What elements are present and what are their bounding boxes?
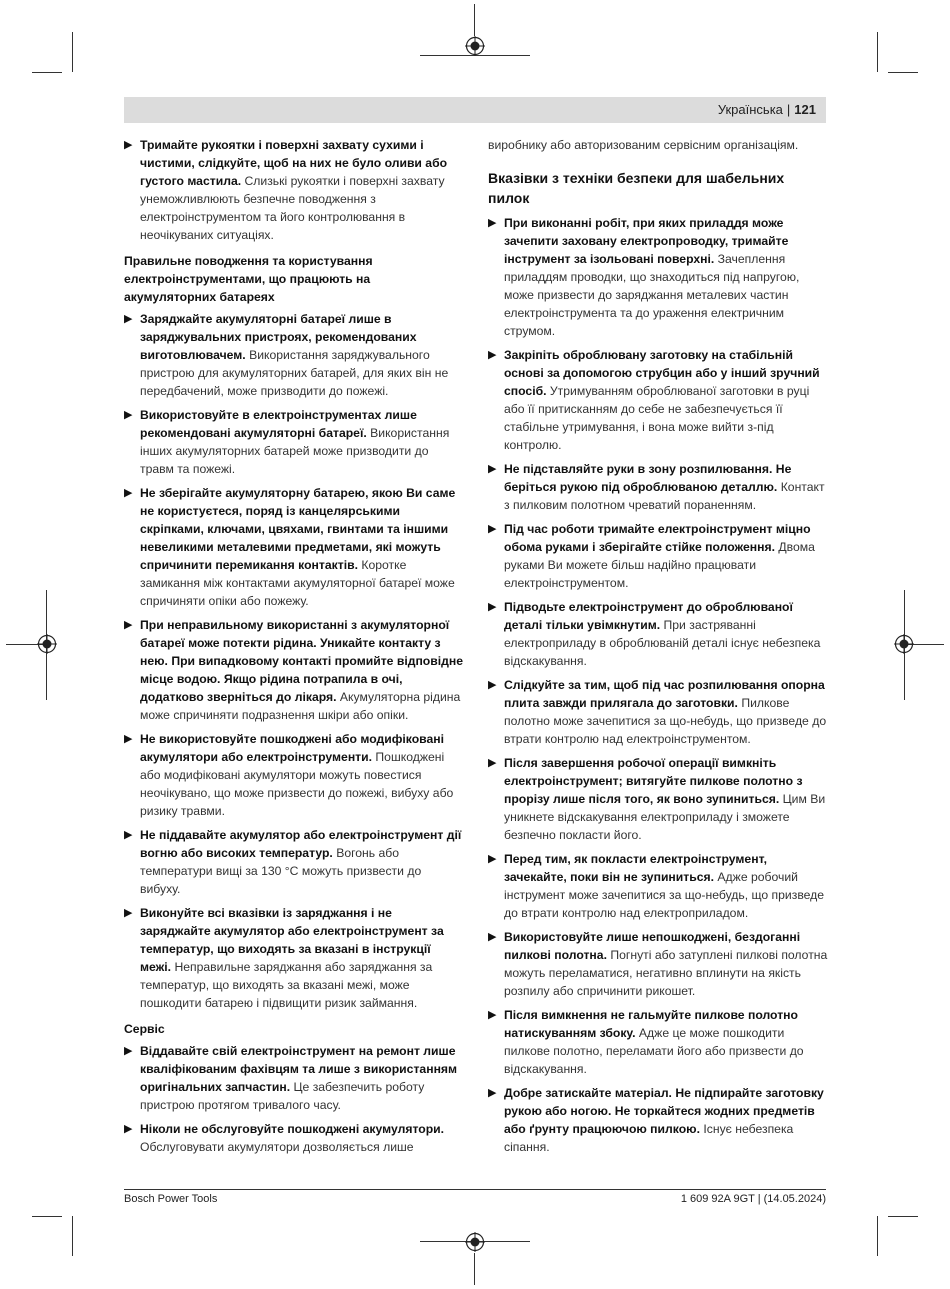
bullet-triangle-icon: ▶ bbox=[488, 1009, 497, 1021]
safety-item bbox=[488, 460, 828, 514]
item-text: Вогонь або температури вищі за 130 °C можуть призвести до вибуху. bbox=[140, 846, 422, 896]
item-text: Двома руками Ви можете більш надійно працювати електроінструментом. bbox=[504, 540, 815, 590]
safety-item bbox=[488, 214, 828, 340]
item-bold: Віддавайте свій електроінструмент на ремонт лише кваліфікованим фахівцям та лише з використанням оригінальних запчастин. bbox=[140, 1044, 458, 1094]
bullet-triangle-icon: ▶ bbox=[124, 1123, 133, 1135]
item-text: Неправильне заряджання або заряджання за температур, що виходять за вказані межі, може пошкодити батарею і підвищити ризик займання. bbox=[140, 960, 433, 1010]
saw-safety-heading: Вказівки з техніки безпеки для шабельних пилок bbox=[488, 170, 785, 206]
item-bold: Перед тим, як покласти електроінструмент, зачекайте, поки він не зупиниться. bbox=[504, 852, 768, 884]
safety-item bbox=[124, 484, 464, 610]
right-column bbox=[488, 136, 828, 1162]
crop-mark bbox=[72, 1216, 73, 1256]
item-bold: Закріпіть оброблювану заготовку на стабільній основі за допомогою струбцин або у інший зручний спосіб. bbox=[504, 348, 820, 398]
item-bold: Використовуйте в електроінструментах лише рекомендовані акумуляторні батареї. bbox=[140, 408, 417, 440]
item-bold: Не підставляйте руки в зону розпилювання. Не беріться рукою під оброблюваною деталлю. bbox=[504, 462, 792, 494]
item-bold: Після вимкнення не гальмуйте пилкове полотно натискуванням збоку. bbox=[504, 1008, 798, 1040]
safety-item bbox=[488, 754, 828, 844]
bullet-triangle-icon: ▶ bbox=[124, 409, 133, 421]
registration-mark-icon bbox=[465, 36, 485, 56]
item-bold: Добре затискайте матеріал. Не підпирайте заготовку рукою або ногою. Не торкайтеся жодних предметів або ґрунту працюючою пилкою. bbox=[504, 1086, 824, 1136]
safety-item bbox=[488, 850, 828, 922]
item-text: Коротке замикання між контактами акумуляторної батареї може спричиняти опіки або пожежу. bbox=[140, 558, 455, 608]
safety-item bbox=[124, 826, 464, 898]
safety-item bbox=[488, 520, 828, 592]
item-text: Адже робочий інструмент може зачепитися за що-небудь, що призведе до втрати контролю над електроприладом. bbox=[504, 870, 825, 920]
bullet-triangle-icon: ▶ bbox=[124, 139, 133, 151]
bullet-triangle-icon: ▶ bbox=[124, 733, 133, 745]
bullet-triangle-icon: ▶ bbox=[124, 829, 133, 841]
bullet-triangle-icon: ▶ bbox=[488, 463, 497, 475]
page-number: 121 bbox=[794, 102, 816, 117]
item-text: При застряванні електроприладу в оброблюваній деталі існує небезпека відскакування. bbox=[504, 618, 821, 668]
left-column bbox=[124, 136, 464, 1162]
bullet-triangle-icon: ▶ bbox=[488, 217, 497, 229]
crop-mark bbox=[877, 1216, 878, 1256]
item-bold: Тримайте рукоятки і поверхні захвату сухими і чистими, слідкуйте, щоб на них не було оливи або густого мастила. bbox=[140, 138, 448, 188]
footer-divider bbox=[124, 1189, 826, 1190]
safety-item bbox=[488, 1006, 828, 1078]
crop-mark bbox=[32, 1216, 62, 1217]
item-text: Це забезпечить роботу пристрою протягом тривалого часу. bbox=[140, 1080, 425, 1112]
crop-mark bbox=[72, 32, 73, 72]
item-bold: Не піддавайте акумулятор або електроінструмент дії вогню або високих температур. bbox=[140, 828, 462, 860]
item-text: Пилкове полотно може зачепитися за що-небудь, що призведе до втрати контролю над електроінструментом. bbox=[504, 696, 827, 746]
item-bold: Заряджайте акумуляторні батареї лише в заряджувальних пристроях, рекомендованих виготовлювачем. bbox=[140, 312, 417, 362]
item-bold: Підводьте електроінструмент до оброблюваної деталі тільки увімкнутим. bbox=[504, 600, 793, 632]
registration-mark-icon bbox=[37, 634, 57, 654]
item-text: Обслуговувати акумулятори дозволяється лише bbox=[140, 1140, 414, 1154]
crop-mark bbox=[877, 32, 878, 72]
item-text: Пошкоджені або модифіковані акумулятори можуть повестися неочікувано, що може призвести до пожежі, вибуху або ризику травми. bbox=[140, 750, 454, 818]
bullet-triangle-icon: ▶ bbox=[488, 931, 497, 943]
bullet-triangle-icon: ▶ bbox=[488, 679, 497, 691]
safety-item bbox=[124, 1120, 464, 1156]
item-text: Слизькі рукоятки і поверхні захвату унеможливлюють безпечне поводження з електроінструментом та його контролювання в неочікуваних ситуаціях. bbox=[140, 174, 445, 242]
safety-item bbox=[488, 928, 828, 1000]
safety-item bbox=[488, 1084, 828, 1156]
item-text: Утримуванням оброблюваної заготовки в руці або її притисканням до себе не забезпечується її стабільне утримування, і вона може вийти з-під контролю. bbox=[504, 384, 810, 452]
footer-brand: Bosch Power Tools bbox=[124, 1193, 218, 1205]
safety-item bbox=[124, 310, 464, 400]
item-bold: Слідкуйте за тим, щоб під час розпилювання опорна плита завжди прилягала до заготовки. bbox=[504, 678, 825, 710]
registration-mark-icon bbox=[465, 1232, 485, 1252]
item-bold: Не зберігайте акумуляторну батарею, якою Ви саме не користуєтеся, поряд із канцелярськими скріпками, ключами, цвяхами, гвинтами та іншими невеликими металевими предметами, які можуть спричинити перемикання контактів. bbox=[140, 486, 456, 572]
service-heading: Сервіс bbox=[124, 1022, 165, 1036]
continuation-text: виробнику або авторизованим сервісним організаціям. bbox=[488, 138, 799, 152]
header-text bbox=[718, 102, 816, 118]
safety-item bbox=[488, 598, 828, 670]
registration-mark-icon bbox=[894, 634, 914, 654]
header-separator: | bbox=[786, 102, 791, 117]
header-language: Українська bbox=[717, 102, 783, 117]
bullet-triangle-icon: ▶ bbox=[124, 619, 133, 631]
item-text: Цим Ви уникнете відскакування електроприладу і зможете безпечно покласти його. bbox=[504, 792, 826, 842]
crop-mark bbox=[474, 1253, 475, 1285]
item-bold: Не використовуйте пошкоджені або модифіковані акумулятори або електроінструменти. bbox=[140, 732, 445, 764]
bullet-triangle-icon: ▶ bbox=[124, 907, 133, 919]
safety-item bbox=[488, 346, 828, 454]
crop-mark bbox=[888, 72, 918, 73]
bullet-triangle-icon: ▶ bbox=[124, 1045, 133, 1057]
item-text: Існує небезпека сіпання. bbox=[504, 1122, 794, 1154]
item-text: Зачеплення приладдям проводки, що знаходиться під напругою, може призвести до заряджання металевих частин електроінструмента та до ураження електричним струмом. bbox=[504, 252, 800, 338]
safety-item bbox=[124, 136, 464, 244]
crop-mark bbox=[32, 72, 62, 73]
safety-item bbox=[124, 730, 464, 820]
item-bold: Виконуйте всі вказівки із заряджання і не заряджайте акумулятор або електроінструмент за температур, що виходять за вказані в інструкції межі. bbox=[140, 906, 444, 974]
safety-item bbox=[124, 1042, 464, 1114]
footer-doc-number: 1 609 92A 9GT | (14.05.2024) bbox=[680, 1193, 826, 1205]
item-text: Погнуті або затуплені пилкові полотна можуть переламатися, негативно вплинути на якість розпилу або спричинити рикошет. bbox=[504, 948, 828, 998]
item-text: Акумуляторна рідина може спричиняти подразнення шкіри або опіки. bbox=[140, 690, 461, 722]
safety-item bbox=[488, 676, 828, 748]
bullet-triangle-icon: ▶ bbox=[488, 523, 497, 535]
item-bold: При виконанні робіт, при яких приладдя може зачепити заховану електропроводку, тримайте інструмент за ізольовані поверхні. bbox=[504, 216, 789, 266]
item-bold: При неправильному використанні з акумуляторної батареї може потекти рідина. Уникайте контакту з нею. При випадковому контакті промийте відповідне місце водою. Якщо рідина потрапила в очі, додатково зверніться до лікаря. bbox=[140, 618, 464, 704]
safety-item bbox=[124, 406, 464, 478]
item-text: Використання заряджувального пристрою для акумуляторних батарей, для яких він не передбачений, може призводити до пожежі. bbox=[140, 348, 449, 398]
bullet-triangle-icon: ▶ bbox=[488, 601, 497, 613]
battery-heading: Правильне поводження та користування електроінструментами, що працюють на акумуляторних батареях bbox=[124, 254, 373, 304]
crop-mark bbox=[474, 4, 475, 36]
item-bold: Ніколи не обслуговуйте пошкоджені акумулятори. bbox=[140, 1122, 445, 1136]
bullet-triangle-icon: ▶ bbox=[124, 487, 133, 499]
bullet-triangle-icon: ▶ bbox=[488, 349, 497, 361]
item-bold: Під час роботи тримайте електроінструмент міцно обома руками і зберігайте стійке положення. bbox=[504, 522, 811, 554]
item-bold: Після завершення робочої операції вимкніть електроінструмент; витягуйте пилкове полотно з прорізу лише після того, як воно зупиниться. bbox=[504, 756, 803, 806]
crop-mark bbox=[888, 1216, 918, 1217]
bullet-triangle-icon: ▶ bbox=[488, 853, 497, 865]
bullet-triangle-icon: ▶ bbox=[488, 1087, 497, 1099]
page-header bbox=[124, 97, 826, 123]
bullet-triangle-icon: ▶ bbox=[124, 313, 133, 325]
safety-item bbox=[124, 904, 464, 1012]
item-bold: Використовуйте лише непошкоджені, бездоганні пилкові полотна. bbox=[504, 930, 801, 962]
item-text: Контакт з пилковим полотном чреватий пораненням. bbox=[504, 480, 825, 512]
bullet-triangle-icon: ▶ bbox=[488, 757, 497, 769]
item-text: Адже це може пошкодити пилкове полотно, переламати його або призвести до відскакування. bbox=[504, 1026, 804, 1076]
item-text: Використання інших акумуляторних батарей може призводити до травм та пожежі. bbox=[140, 426, 450, 476]
safety-item bbox=[124, 616, 464, 724]
